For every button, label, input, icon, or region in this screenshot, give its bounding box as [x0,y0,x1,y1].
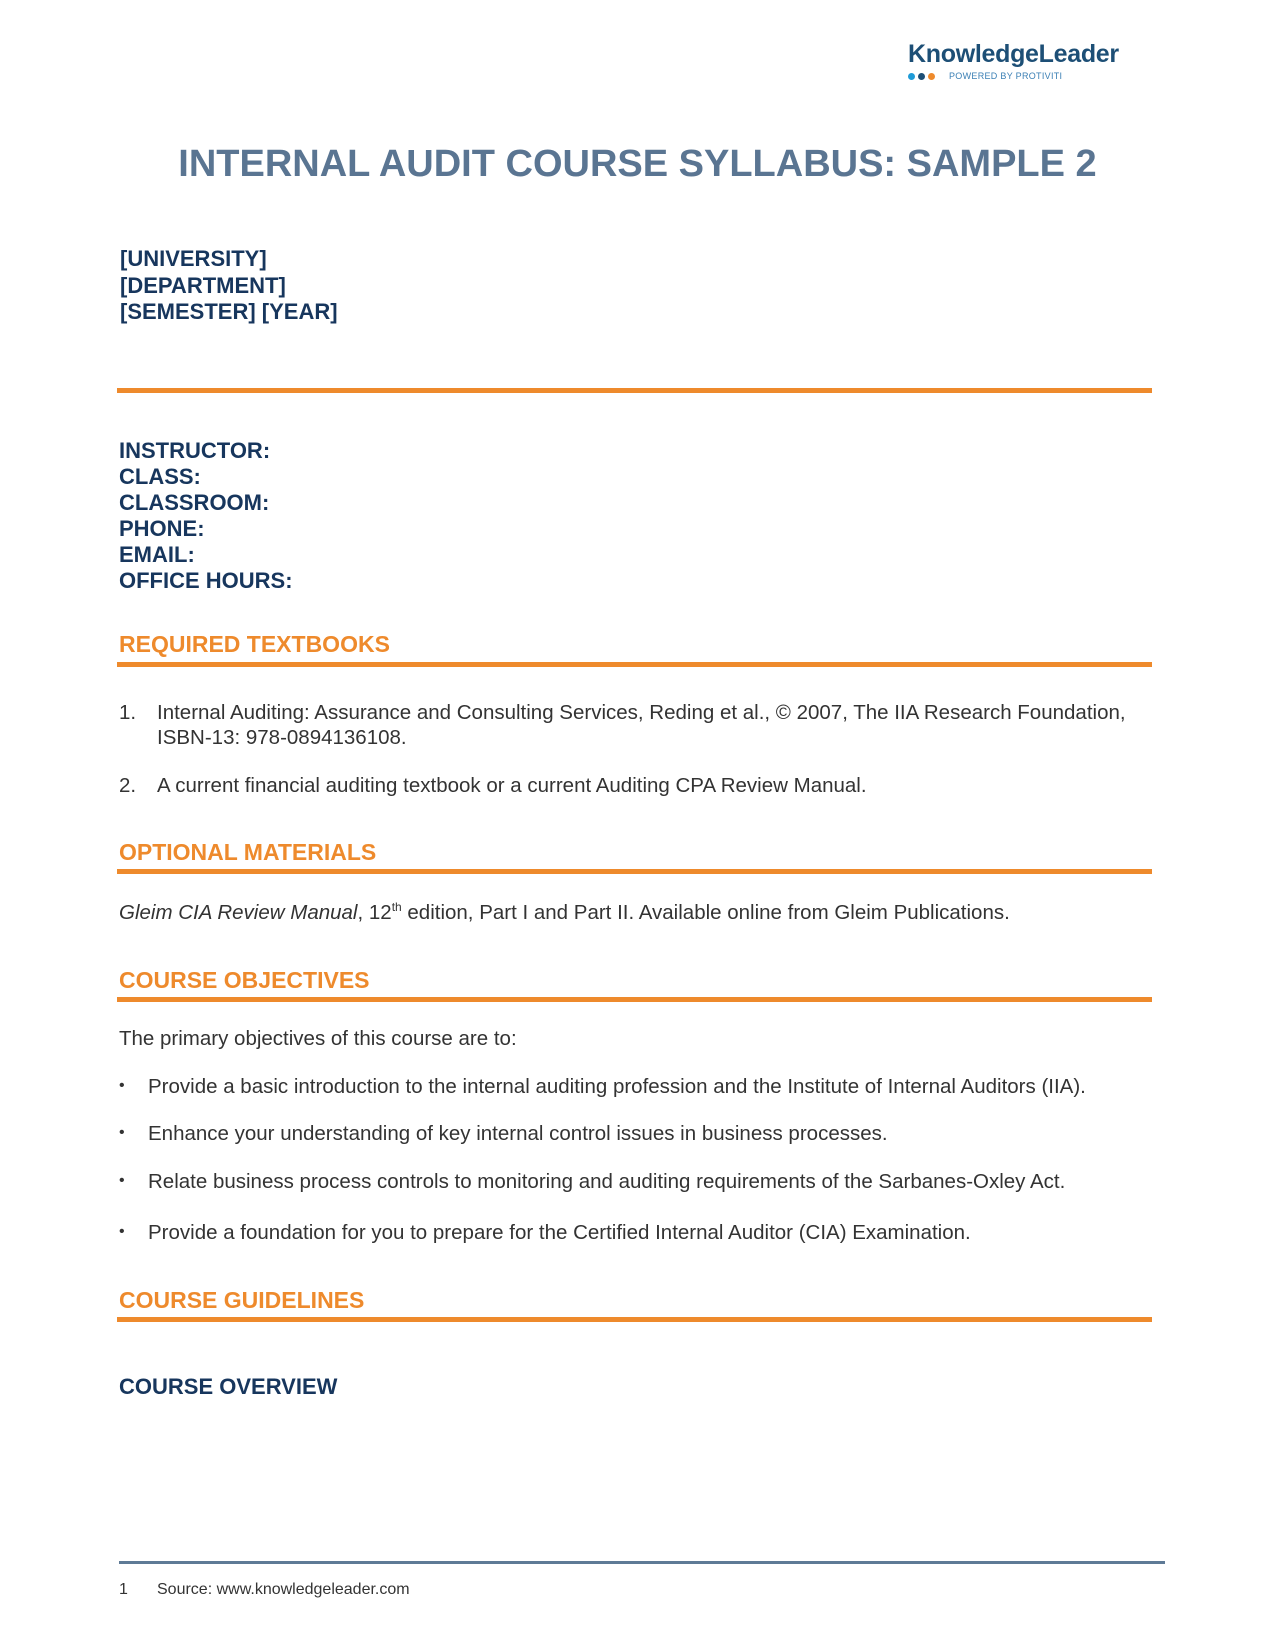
list-item [119,773,1159,798]
bullet-icon: • [119,1124,125,1141]
logo-dot-icon [908,73,915,80]
optional-materials-rest: edition, Part I and Part II. Available online from Gleim Publications. [401,900,1010,924]
university-line: [UNIVERSITY] [120,246,267,271]
email-label: EMAIL: [119,542,195,567]
document-title: INTERNAL AUDIT COURSE SYLLABUS: SAMPLE 2 [178,143,1097,185]
class-label: CLASS: [119,464,201,489]
list-item [119,1122,1159,1146]
edition-number: , 12 [357,900,392,924]
divider-rule [117,997,1152,1002]
divider-rule [117,662,1152,667]
list-number: 2. [119,774,137,797]
bullet-icon: • [119,1172,125,1189]
list-item-text: A current financial auditing textbook or a current Auditing CPA Review Manual. [157,774,867,797]
optional-materials-heading: OPTIONAL MATERIALS [119,839,377,865]
bullet-icon: • [119,1223,125,1240]
course-overview-subheading: COURSE OVERVIEW [119,1374,338,1399]
logo-dot-icon [918,73,925,80]
list-item [119,700,1159,750]
university-block [120,246,338,326]
list-item-text: Provide a basic introduction to the internal auditing profession and the Institute of Internal Auditors (IIA). [148,1075,1086,1098]
list-item-text: Provide a foundation for you to prepare for the Certified Internal Auditor (CIA) Examination. [148,1221,971,1244]
bullet-icon: • [119,1077,125,1094]
knowledgeleader-logo [908,40,1148,81]
logo-tagline: POWERED BY PROTIVITI [949,71,1063,81]
logo-subline [908,71,1148,81]
objectives-intro: The primary objectives of this course are to: [119,1027,517,1050]
book-title: Gleim CIA Review Manual [119,900,358,924]
optional-materials-text [119,900,1010,925]
divider-rule [117,388,1152,393]
page-number: 1 [119,1581,128,1598]
course-info-block [119,438,293,594]
logo-name: KnowledgeLeader [908,40,1119,68]
list-item [119,1221,1159,1245]
logo-dot-icon [928,73,935,80]
list-number: 1. [119,701,137,724]
office-hours-label: OFFICE HOURS: [119,568,293,593]
instructor-label: INSTRUCTOR: [119,438,271,463]
edition-suffix: th [391,900,402,914]
list-item [119,1170,1159,1194]
phone-label: PHONE: [119,516,205,541]
course-guidelines-heading: COURSE GUIDELINES [119,1287,365,1313]
footer-rule [119,1561,1165,1564]
required-textbooks-heading: REQUIRED TEXTBOOKS [119,631,390,657]
department-line: [DEPARTMENT] [120,272,286,298]
list-item [119,1075,1159,1099]
list-item-text: Internal Auditing: Assurance and Consulting Services, Reding et al., © 2007, The IIA Research Foundation, ISBN-13: 978-0894136108. [157,701,1126,749]
list-item-text: Relate business process controls to monitoring and auditing requirements of the Sarbanes-Oxley Act. [148,1170,1066,1193]
source-text: Source: www.knowledgeleader.com [157,1581,410,1598]
course-objectives-heading: COURSE OBJECTIVES [119,967,370,993]
divider-rule [117,1317,1152,1322]
list-item-text: Enhance your understanding of key internal control issues in business processes. [148,1122,888,1145]
divider-rule [117,869,1152,874]
semester-line: [SEMESTER] [YEAR] [120,299,338,324]
footer [119,1581,410,1599]
classroom-label: CLASSROOM: [119,490,270,515]
